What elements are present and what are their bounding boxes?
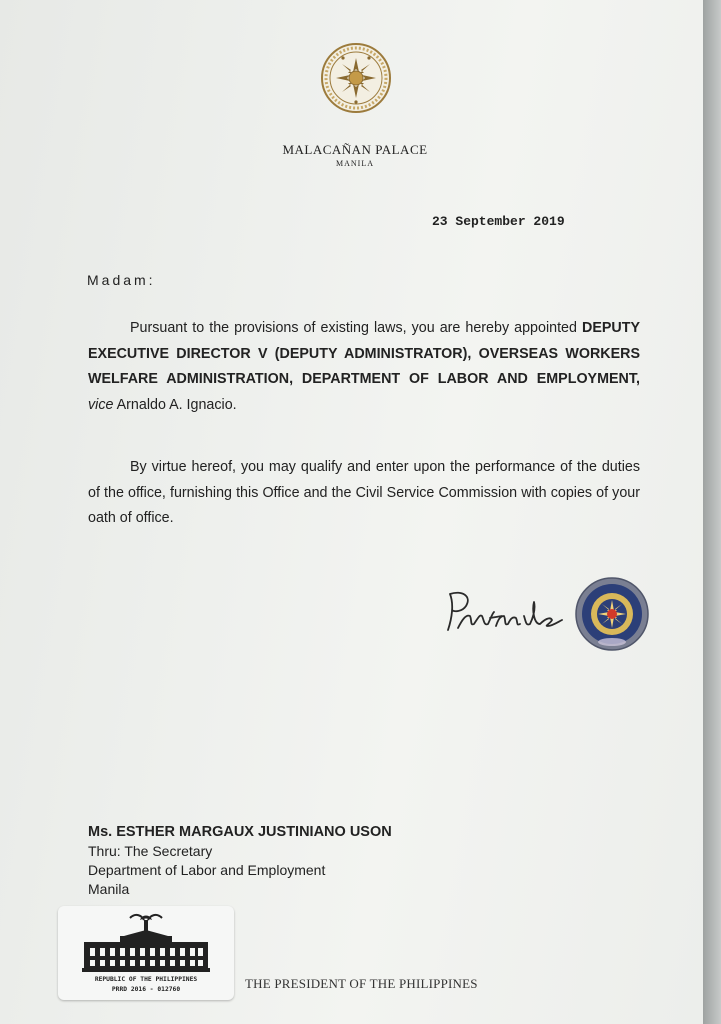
label-serial-number: PRRD 2016 - 012760 — [111, 986, 181, 993]
letter-date: 23 September 2019 — [432, 214, 565, 229]
appointed-position: DEPUTY EXECUTIVE DIRECTOR V (DEPUTY ADMINISTRATOR), OVERSEAS WORKERS WELFARE ADMINISTRATION, DEPARTMENT OF LABOR AND EMPLOYMENT, — [88, 320, 640, 387]
appointment-paragraph — [88, 316, 640, 418]
palace-building-icon — [80, 910, 212, 974]
appointment-intro: Pursuant to the provisions of existing laws, you are hereby appointed — [130, 320, 582, 336]
label-republic: REPUBLIC OF THE PHILIPPINES — [94, 976, 198, 983]
serial-label — [58, 906, 234, 1000]
page-edge — [703, 0, 721, 1024]
addressee-thru: Thru: The Secretary — [88, 843, 213, 859]
instructions-paragraph — [88, 455, 640, 532]
addressee-city: Manila — [88, 881, 130, 897]
footer-president: THE PRESIDENT OF THE PHILIPPINES — [245, 976, 478, 991]
president-signature — [440, 580, 570, 640]
salutation: Madam: — [87, 272, 156, 288]
addressee-name: Ms. ESTHER MARGAUX JUSTINIANO USON — [88, 824, 392, 840]
letterhead-city: MANILA — [336, 159, 374, 168]
letterhead-office: MALACAÑAN PALACE — [282, 142, 428, 157]
vice-word: vice — [88, 396, 114, 413]
addressee-department: Department of Labor and Employment — [88, 862, 326, 878]
addressee-block — [88, 823, 392, 899]
predecessor-name: Arnaldo A. Ignacio. — [113, 396, 237, 413]
instructions-text: By virtue hereof, you may qualify and enter upon the performance of the duties of the office, furnishing this Office and the Civil Service Commission with copies of your oath of office. — [88, 459, 640, 526]
official-seal-icon — [574, 576, 650, 652]
presidential-seal-icon — [320, 42, 392, 114]
